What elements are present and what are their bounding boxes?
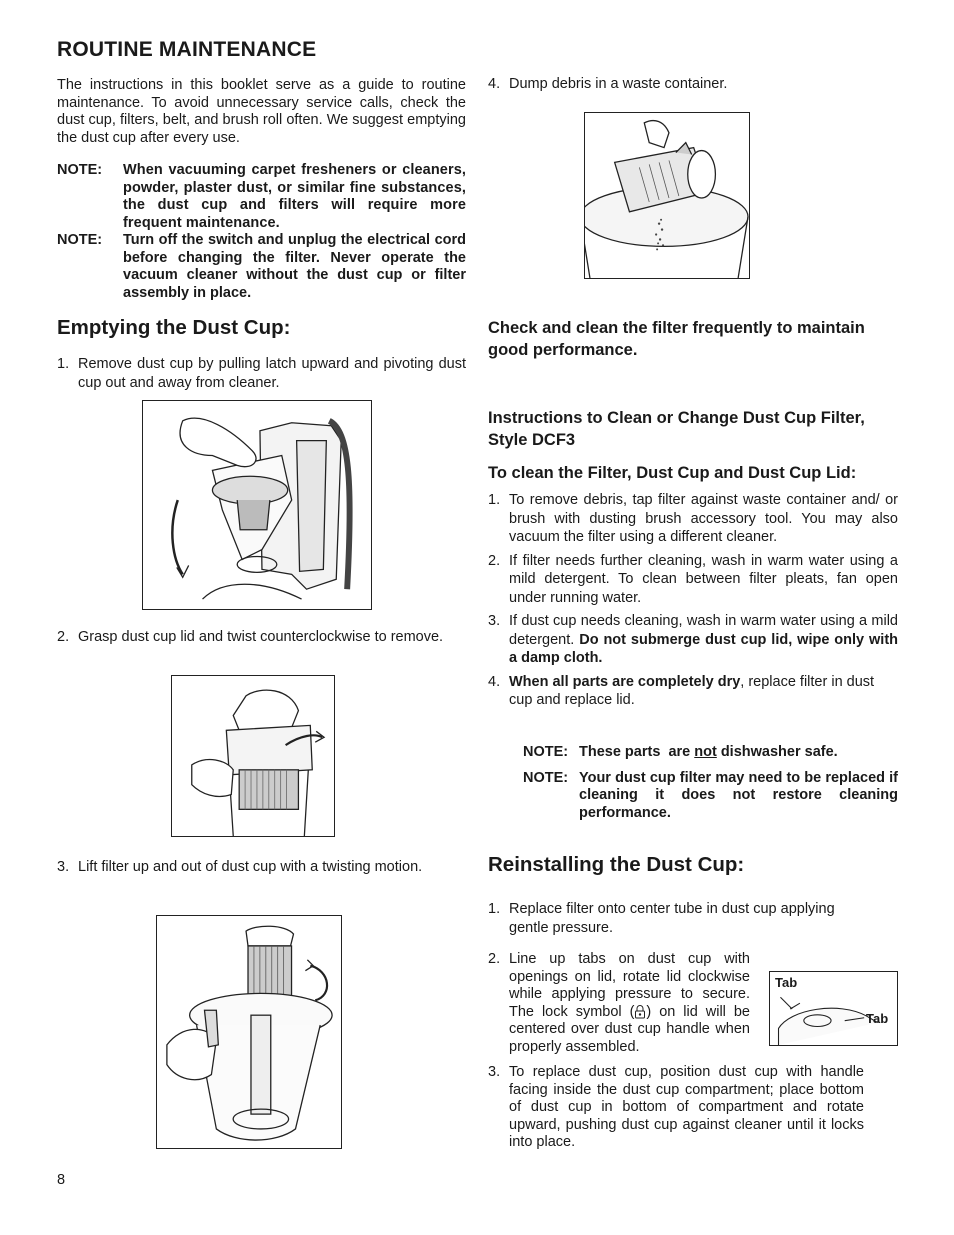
note-label: NOTE:: [523, 744, 569, 760]
reinstall-step-2: [488, 951, 750, 1056]
check-clean-heading: Check and clean the filter frequently to maintain good performance.: [488, 319, 865, 359]
step-number: 2.: [57, 629, 70, 645]
note-text: dishwasher safe.: [716, 744, 838, 760]
step-text: To remove debris, tap filter against waste container and/ or brush with dusting brush accessory tool. You may also vacuum the filter using a different cleaner.: [509, 492, 898, 545]
step-text: If dust cup needs cleaning, wash in warm water using a mild detergent.: [509, 613, 898, 648]
step-text: , replace filter in dust cup and replace lid.: [509, 673, 875, 708]
lift-filter-illustration: [157, 916, 341, 1148]
step-number: 2.: [488, 951, 501, 967]
step-text: Replace filter onto center tube in dust cup applying gentle pressure.: [509, 901, 835, 936]
page-number: 8: [57, 1172, 66, 1188]
emptying-heading: Emptying the Dust Cup:: [57, 316, 291, 339]
note-text-underlined: not: [694, 744, 717, 760]
step-text: Lift filter up and out of dust cup with a twisting motion.: [78, 859, 423, 875]
step-text: To replace dust cup, position dust cup with handle facing inside the dust cup compartment; place bottom of dust cup in bottom of compartment and rotate upward, pushing dust cup against cleaner until it locks into place.: [509, 1064, 864, 1150]
step-text: Grasp dust cup lid and twist counterclockwise to remove.: [78, 629, 444, 645]
step-number: 1.: [488, 492, 501, 508]
figure-tab-alignment: [769, 971, 898, 1046]
reinstall-step-3: [488, 1064, 864, 1152]
top-notes: [57, 162, 466, 302]
step-number: 3.: [488, 613, 501, 629]
step-number: 4.: [488, 76, 501, 92]
clean-step-3: [488, 612, 898, 668]
emptying-step-3: [57, 858, 469, 877]
instructions-heading: Instructions to Clean or Change Dust Cup Filter, Style DCF3: [488, 409, 865, 449]
note-label: NOTE:: [57, 162, 103, 178]
note-fine-substances: [57, 162, 466, 232]
tab-label-top: Tab: [775, 975, 798, 990]
step-text: Dump debris in a waste container.: [509, 76, 728, 92]
emptying-step-1: [57, 355, 466, 392]
note-unplug: [57, 232, 466, 302]
figure-lift-filter: [156, 915, 342, 1149]
step-number: 4.: [488, 673, 501, 690]
reinstall-step-1: [488, 900, 898, 937]
clean-steps-list: [488, 491, 898, 710]
step-number: 3.: [57, 859, 70, 875]
note-label: NOTE:: [523, 769, 569, 786]
vacuum-removal-illustration: [143, 401, 371, 609]
step-text-bold: Do not submerge dust cup lid, wipe only with a damp cloth.: [509, 631, 899, 666]
emptying-step-2: [57, 628, 469, 647]
note-text: Turn off the switch and unplug the electrical cord before changing the filter. Never operate the vacuum cleaner without the dust cup or filter assembly in place.: [123, 232, 466, 301]
step-number: 2.: [488, 552, 501, 569]
step-text: ) on lid will be centered over dust cup handle when properly assembled.: [509, 1003, 750, 1055]
step-text-bold: When all parts are completely dry: [509, 673, 741, 690]
step-text: Line up tabs on dust cup with openings on lid, rotate lid clockwise while applying pressure to secure. The lock symbol (: [509, 951, 750, 1020]
step-text: Remove dust cup by pulling latch upward and pivoting dust cup out and away from cleaner.: [78, 356, 466, 391]
note-replace-filter: [523, 770, 898, 823]
clean-step-4: [488, 673, 898, 710]
note-text: These parts are: [579, 744, 695, 760]
note-text: Your dust cup filter may need to be replaced if cleaning it does not restore cleaning performance.: [579, 769, 898, 821]
figure-remove-dust-cup: [142, 400, 372, 610]
lock-icon: [634, 1004, 646, 1019]
reinstalling-heading: Reinstalling the Dust Cup:: [488, 853, 745, 876]
figure-dump-debris: [584, 112, 750, 279]
dump-debris-illustration: [585, 113, 749, 278]
step-number: 3.: [488, 1064, 501, 1080]
clean-step-1: [488, 491, 898, 547]
clean-step-2: [488, 552, 898, 608]
step-text: If filter needs further cleaning, wash in warm water using a mild detergent. To clean between filter pleats, fan open under running water.: [509, 552, 898, 606]
clean-heading: To clean the Filter, Dust Cup and Dust Cup Lid:: [488, 464, 857, 482]
note-dishwasher: [523, 744, 898, 762]
page-title: ROUTINE MAINTENANCE: [57, 38, 317, 61]
bottom-notes: [523, 744, 898, 822]
note-label: NOTE:: [57, 232, 103, 248]
twist-lid-illustration: [172, 676, 334, 836]
emptying-step-4: [488, 75, 900, 94]
note-text: When vacuuming carpet fresheners or cleaners, powder, plaster dust, or similar fine substances, the dust cup and filters will require more frequent maintenance.: [123, 162, 466, 231]
step-number: 1.: [488, 901, 501, 917]
figure-twist-lid: [171, 675, 335, 837]
intro-paragraph: The instructions in this booklet serve as a guide to routine maintenance. To avoid unnecessary service calls, check the dust cup, filters, belt, and brush roll often. We suggest emptying the dust cup after every use.: [57, 77, 466, 146]
step-number: 1.: [57, 356, 70, 372]
tab-label-right: Tab: [866, 1011, 889, 1026]
